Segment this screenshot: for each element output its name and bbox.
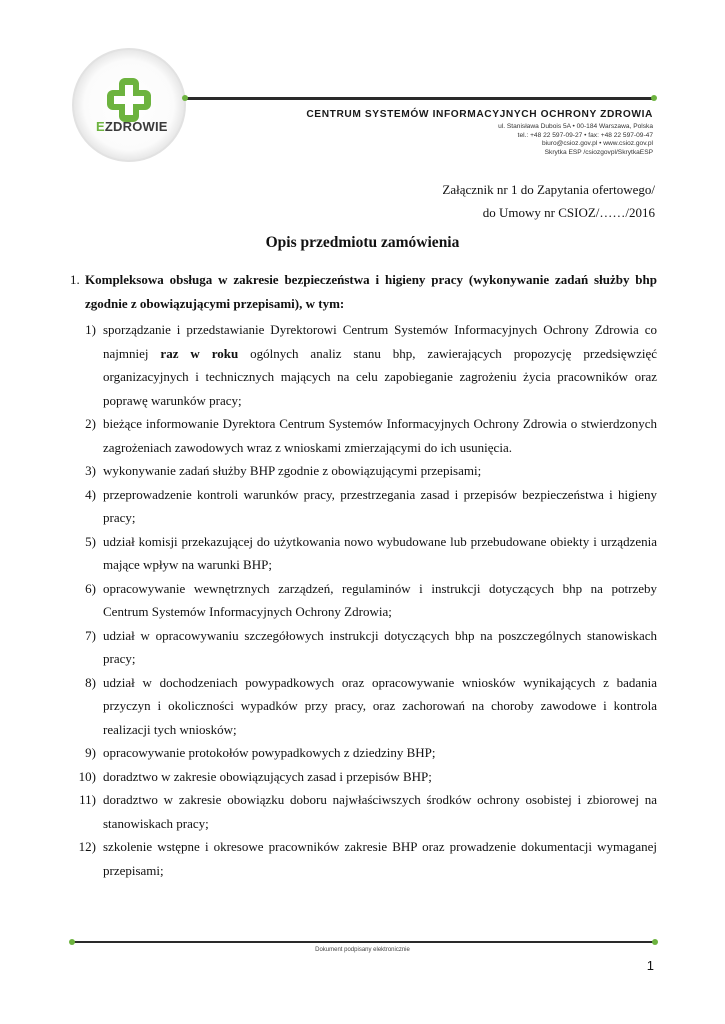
item-number: 9) bbox=[85, 745, 96, 760]
item-number: 8) bbox=[85, 674, 96, 690]
task-list bbox=[70, 318, 657, 882]
list-item: 5) udział komisji przekazującej do użytkowania nowo wybudowane lub przebudowane obiekty i urządzenia mające wpływ na warunki BHP; bbox=[70, 530, 657, 577]
document-title: Opis przedmiotu zamówienia bbox=[265, 234, 460, 251]
header-rule bbox=[185, 97, 656, 100]
attachment-reference-line1: Załącznik nr 1 do Zapytania ofertowego/ bbox=[442, 182, 655, 197]
item-number: 4) bbox=[85, 486, 96, 502]
list-item: 6) opracowywanie wewnętrznych zarządzeń, regulaminów i instrukcji dotyczących bhp na potrzeby Centrum Systemów Informacyjnych Ochrony Zdrowia; bbox=[70, 577, 657, 624]
item-number: 6) bbox=[85, 580, 96, 596]
footer-rule bbox=[72, 941, 656, 943]
ezdrowie-logo bbox=[70, 46, 188, 164]
list-item: 2) bieżące informowanie Dyrektora Centrum Systemów Informacyjnych Ochrony Zdrowia o stwierdzonych zagrożeniach zawodowych wraz z wnioskami zmierzającymi do ich usunięcia. bbox=[70, 412, 657, 459]
list-item: 3) wykonywanie zadań służby BHP zgodnie z obowiązującymi przepisami; bbox=[70, 459, 657, 483]
list-item: 11) doradztwo w zakresie obowiązku doboru najwłaściwszych środków ochrony osobistej i zbiorowej na stanowiskach pracy; bbox=[70, 788, 657, 835]
list-item: 8) udział w dochodzeniach powypadkowych oraz opracowywanie wniosków wynikających z badania przyczyn i okoliczności wypadków przy pracy, oraz zachorowań na choroby zawodowe i kontrola realizacji tych wniosków; bbox=[70, 671, 657, 742]
list-item: 9) opracowywanie protokołów powypadkowych z dziedziny BHP; bbox=[70, 741, 657, 765]
footer-rule-dot-right bbox=[652, 939, 658, 945]
organization-name: CENTRUM SYSTEMÓW INFORMACYJNYCH OCHRONY ZDROWIA bbox=[306, 109, 653, 120]
item-number: 12) bbox=[78, 839, 96, 854]
item-number: 7) bbox=[85, 627, 96, 643]
logo-circle-icon bbox=[70, 46, 188, 164]
organization-address bbox=[498, 123, 653, 157]
list-item: 1) sporządzanie i przedstawianie Dyrektorowi Centrum Systemów Informacyjnych Ochrony Zdrowia co najmniej raz w roku ogólnych analiz stanu bhp, zawierających propozycję przedsięwzięć organizacyjnych i technicznych mających na celu zapobieganie zagrożeniu życia pracowników oraz poprawę warunków pracy; bbox=[70, 318, 657, 412]
item-number: 1) bbox=[85, 322, 96, 337]
list-item: 7) udział w opracowywaniu szczegółowych instrukcji dotyczących bhp na poszczególnych stanowiskach pracy; bbox=[70, 624, 657, 671]
section-heading bbox=[70, 268, 657, 315]
item-number: 5) bbox=[85, 533, 96, 549]
address-line: biuro@csioz.gov.pl • www.csioz.gov.pl bbox=[541, 140, 653, 148]
header-rule-dot-left bbox=[182, 95, 188, 101]
list-item: 10) doradztwo w zakresie obowiązujących zasad i przepisów BHP; bbox=[70, 765, 657, 789]
item-number: 10) bbox=[78, 768, 96, 784]
address-line: ul. Stanisława Dubois 5A • 00-184 Warszawa, Polska bbox=[498, 123, 653, 130]
logo-wordmark: EZDROWIE bbox=[96, 119, 168, 134]
address-line: Skrytka ESP /csiozgovpl/SkrytkaESP bbox=[544, 148, 653, 156]
list-item: 12) szkolenie wstępne i okresowe pracowników zakresie BHP oraz prowadzenie dokumentacji wymaganej przepisami; bbox=[70, 835, 657, 882]
e-signature-note: Dokument podpisany elektronicznie bbox=[315, 947, 410, 953]
header-rule-dot-right bbox=[651, 95, 657, 101]
footer-rule-dot-left bbox=[69, 939, 75, 945]
address-line: tel.: +48 22 597-09-27 • fax: +48 22 597-09-47 bbox=[517, 131, 653, 139]
item-number: 2) bbox=[85, 416, 96, 431]
item-number: 3) bbox=[85, 463, 96, 478]
section-heading-text: Kompleksowa obsługa w zakresie bezpieczeństwa i higieny pracy (wykonywanie zadań służby bhp zgodnie z obowiązującymi przepisami), w tym: bbox=[85, 272, 657, 311]
section-number: 1. bbox=[70, 272, 80, 287]
item-number: 11) bbox=[79, 792, 96, 807]
list-item: 4) przeprowadzenie kontroli warunków pracy, przestrzegania zasad i przepisów bezpieczeństwa i higieny pracy; bbox=[70, 483, 657, 530]
page-number: 1 bbox=[646, 958, 654, 973]
attachment-reference-line2: do Umowy nr CSIOZ/……/2016 bbox=[482, 205, 655, 220]
emphasis: raz w roku bbox=[160, 345, 239, 361]
